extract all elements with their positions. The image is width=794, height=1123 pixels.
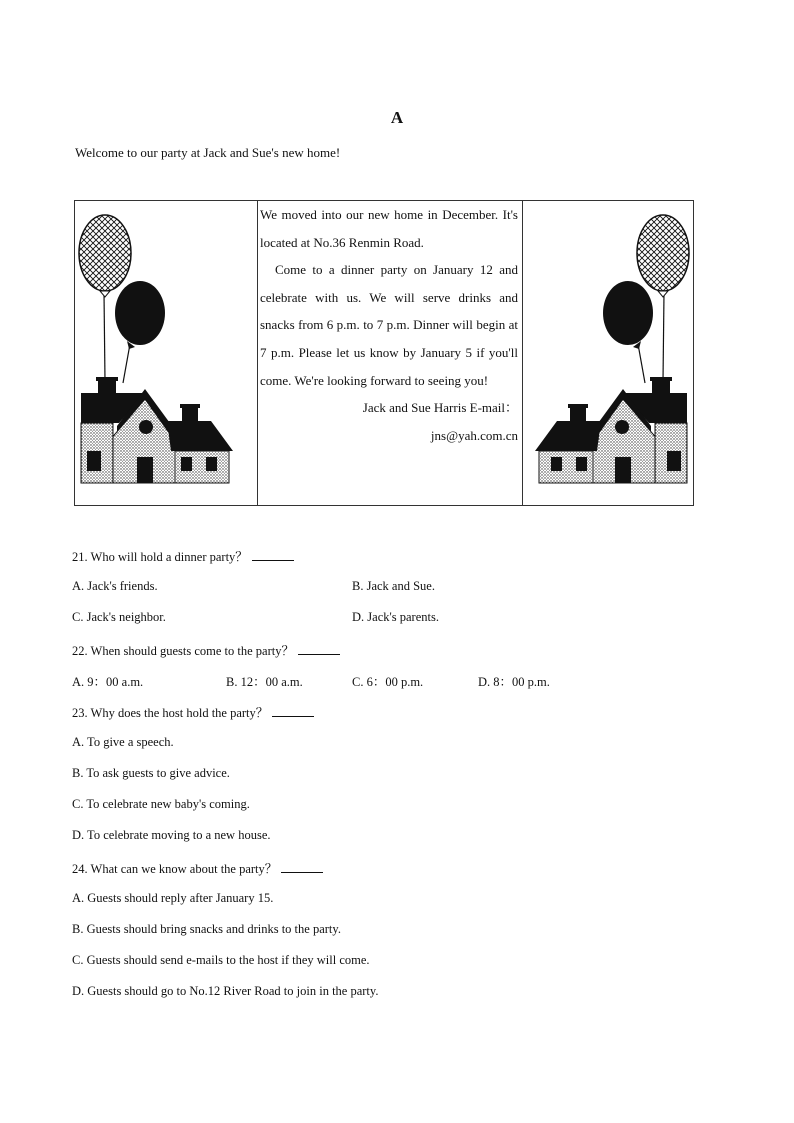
left-illustration-cell [75, 201, 258, 505]
option-21-d[interactable]: D. Jack's parents. [352, 610, 439, 624]
question-number: 23. [72, 706, 88, 720]
question-number: 24. [72, 862, 88, 876]
question-24 [72, 859, 323, 877]
answer-blank[interactable] [252, 550, 294, 561]
letter-signature: Jack and Sue Harris E-mail： [362, 400, 518, 416]
option-22-a[interactable]: A. 9：00 a.m. [72, 675, 144, 689]
right-illustration-cell [523, 201, 693, 505]
option-22-b[interactable]: B. 12：00 a.m. [226, 675, 303, 689]
answer-blank[interactable] [298, 644, 340, 655]
question-text: Why does the host hold the party？ [90, 706, 269, 720]
letter-email: jns@yah.com.cn [430, 427, 518, 443]
section-heading: A [390, 108, 404, 127]
option-24-c[interactable]: C. Guests should send e-mails to the host if they will come. [72, 953, 370, 967]
option-24-d[interactable]: D. Guests should go to No.12 River Road to join in the party. [72, 984, 379, 998]
balloon-house-illustration-right [523, 201, 693, 505]
option-24-a[interactable]: A. Guests should reply after January 15. [72, 891, 274, 905]
question-text: Who will hold a dinner party？ [90, 550, 248, 564]
option-23-d[interactable]: D. To celebrate moving to a new house. [72, 828, 271, 842]
option-23-b[interactable]: B. To ask guests to give advice. [72, 766, 230, 780]
answer-blank[interactable] [281, 862, 323, 873]
question-text: What can we know about the party？ [90, 862, 278, 876]
option-21-c[interactable]: C. Jack's neighbor. [72, 610, 166, 624]
option-23-c[interactable]: C. To celebrate new baby's coming. [72, 797, 250, 811]
question-22 [72, 641, 340, 659]
invitation-letter-cell [258, 201, 523, 505]
question-text: When should guests come to the party？ [90, 644, 294, 658]
option-23-a[interactable]: A. To give a speech. [72, 735, 174, 749]
option-22-c[interactable]: C. 6：00 p.m. [352, 675, 424, 689]
invitation-card [74, 200, 694, 506]
question-21 [72, 547, 294, 565]
answer-blank[interactable] [272, 706, 314, 717]
question-23 [72, 703, 314, 721]
invitation-letter [260, 201, 518, 449]
letter-paragraph-1: We moved into our new home in December. It's located at No.36 Renmin Road. [260, 207, 518, 250]
question-number: 21. [72, 550, 88, 564]
option-21-b[interactable]: B. Jack and Sue. [352, 579, 435, 593]
question-number: 22. [72, 644, 88, 658]
option-24-b[interactable]: B. Guests should bring snacks and drinks to the party. [72, 922, 341, 936]
balloon-house-illustration-left [75, 201, 257, 505]
intro-line: Welcome to our party at Jack and Sue's new home! [75, 145, 341, 160]
option-21-a[interactable]: A. Jack's friends. [72, 579, 158, 593]
letter-paragraph-2: Come to a dinner party on January 12 and celebrate with us. We will serve drinks and snacks from 6 p.m. to 7 p.m. Dinner will begin at 7 p.m. Please let us know by January 5 if you'll come. We're looking forward to seeing you! [260, 262, 518, 388]
option-22-d[interactable]: D. 8：00 p.m. [478, 675, 550, 689]
